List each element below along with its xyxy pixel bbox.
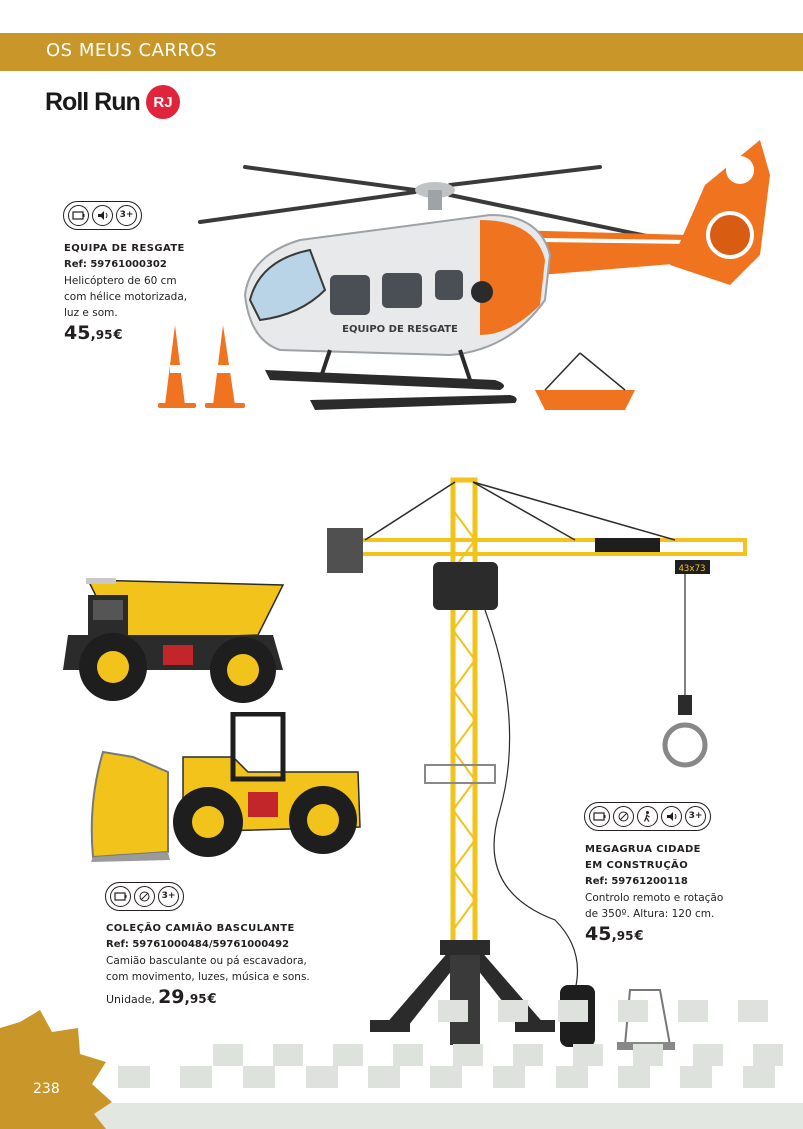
page-number-badge <box>0 1010 130 1129</box>
product-ref: Ref: 59761200118 <box>585 876 688 887</box>
battery-icon <box>589 806 610 827</box>
feature-icons-crane <box>584 802 711 831</box>
checkered-pattern-decoration <box>118 1000 803 1105</box>
sound-icon <box>661 806 682 827</box>
svg-text:EQUIPO DE RESGATE: EQUIPO DE RESGATE <box>342 324 458 335</box>
product-crane <box>585 842 723 948</box>
age-3plus-icon: 3+ <box>685 806 706 827</box>
brand-name: Roll Run <box>45 87 140 116</box>
product-name: EQUIPA DE RESGATE <box>64 243 185 254</box>
brand-mark-icon <box>146 85 180 119</box>
svg-text:43x73: 43x73 <box>678 564 706 574</box>
product-description-line: Helicóptero de 60 cm <box>64 275 177 287</box>
remote-icon <box>613 806 634 827</box>
age-3plus-icon: 3+ <box>158 886 179 907</box>
feature-icons-truck <box>105 882 184 911</box>
product-description-line: Camião basculante ou pá escavadora, <box>106 955 307 967</box>
product-description-line: com hélice motorizada, <box>64 291 188 303</box>
remote-icon <box>134 886 155 907</box>
svg-text:RJ: RJ <box>153 94 173 111</box>
product-price: 45 , 95 € <box>64 322 123 344</box>
brand-logo <box>45 84 180 120</box>
battery-icon <box>68 205 89 226</box>
feature-icons-helicopter <box>63 201 142 230</box>
sound-icon <box>92 205 113 226</box>
dump-truck-image <box>58 575 298 710</box>
walking-icon <box>637 806 658 827</box>
page-number: 238 <box>33 1081 60 1097</box>
product-helicopter <box>64 241 187 347</box>
product-ref: Ref: 59761000302 <box>64 259 167 270</box>
product-name: COLEÇÃO CAMIÃO BASCULANTE <box>106 923 295 934</box>
product-dump-truck <box>106 921 310 1011</box>
product-description-line: de 350º. Altura: 120 cm. <box>585 908 715 920</box>
product-description-line: com movimento, luzes, música e sons. <box>106 971 310 983</box>
product-description-line: luz e som. <box>64 307 118 319</box>
product-name-line: MEGAGRUA CIDADE <box>585 844 701 855</box>
age-3plus-icon: 3+ <box>116 205 137 226</box>
product-name-line: EM CONSTRUÇÃO <box>585 860 689 871</box>
product-description-line: Controlo remoto e rotação <box>585 892 724 904</box>
product-price: 45 , 95 € <box>585 923 644 945</box>
unit-label: Unidade, <box>106 993 156 1006</box>
helicopter-image <box>150 135 780 425</box>
battery-icon <box>110 886 131 907</box>
product-ref: Ref: 59761000484/59761000492 <box>106 939 290 950</box>
crane-image <box>325 470 755 1060</box>
section-title: OS MEUS CARROS <box>46 40 218 61</box>
product-price: Unidade, 29 , 95 € <box>106 986 310 1011</box>
